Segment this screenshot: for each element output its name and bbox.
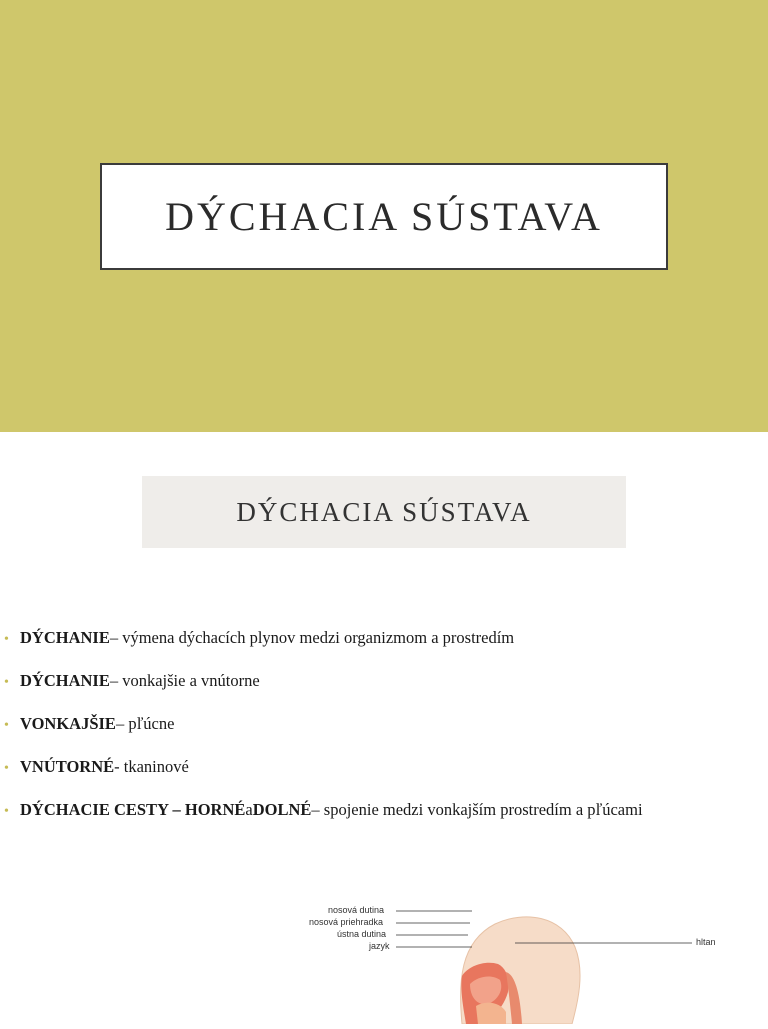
bullet-dot-icon: • [4, 632, 9, 647]
title-slide [0, 0, 768, 432]
bullet-item [4, 671, 764, 714]
bullet-text: – vonkajšie a vnútorne [109, 671, 260, 690]
bullet-list [4, 628, 764, 843]
bullet-term: DÝCHANIE [20, 628, 110, 647]
content-slide [0, 432, 768, 1024]
label-nosova-priehradka: nosová priehradka [309, 917, 384, 927]
label-hltan: hltan [696, 937, 716, 947]
bullet-dot-icon: • [4, 804, 9, 819]
label-jazyk: jazyk [369, 941, 390, 951]
bullet-dot-icon: • [4, 718, 9, 733]
bullet-term: VONKAJŠIE [20, 714, 116, 733]
bullet-text: – spojenie medzi vonkajším prostredím a pľúcami [311, 800, 643, 819]
bullet-item [4, 800, 764, 843]
slide-heading: DÝCHACIA SÚSTAVA [236, 496, 532, 527]
bullet-item [4, 628, 764, 671]
bullet-dot-icon: • [4, 675, 9, 690]
heading-box [142, 476, 626, 548]
bullet-connector: a [245, 800, 253, 819]
bullet-term: DÝCHACIE CESTY – HORNÉ [20, 800, 246, 819]
bullet-text: – výmena dýchacích plynov medzi organizmom a prostredím [109, 628, 515, 647]
bullet-term: VNÚTORNÉ [20, 757, 115, 776]
title-box [100, 163, 668, 270]
bullet-term: DÝCHANIE [20, 671, 110, 690]
label-ustna-dutina: ústna dutina [337, 929, 387, 939]
slide-title: DÝCHACIA SÚSTAVA [165, 194, 603, 239]
bullet-item [4, 757, 764, 800]
respiratory-diagram [300, 902, 768, 1024]
bullet-text: - tkaninové [114, 757, 189, 776]
label-nosova-dutina: nosová dutina [328, 905, 385, 915]
bullet-item [4, 714, 764, 757]
bullet-term-2: DOLNÉ [252, 800, 312, 819]
bullet-text: – pľúcne [115, 714, 175, 733]
bullet-dot-icon: • [4, 761, 9, 776]
